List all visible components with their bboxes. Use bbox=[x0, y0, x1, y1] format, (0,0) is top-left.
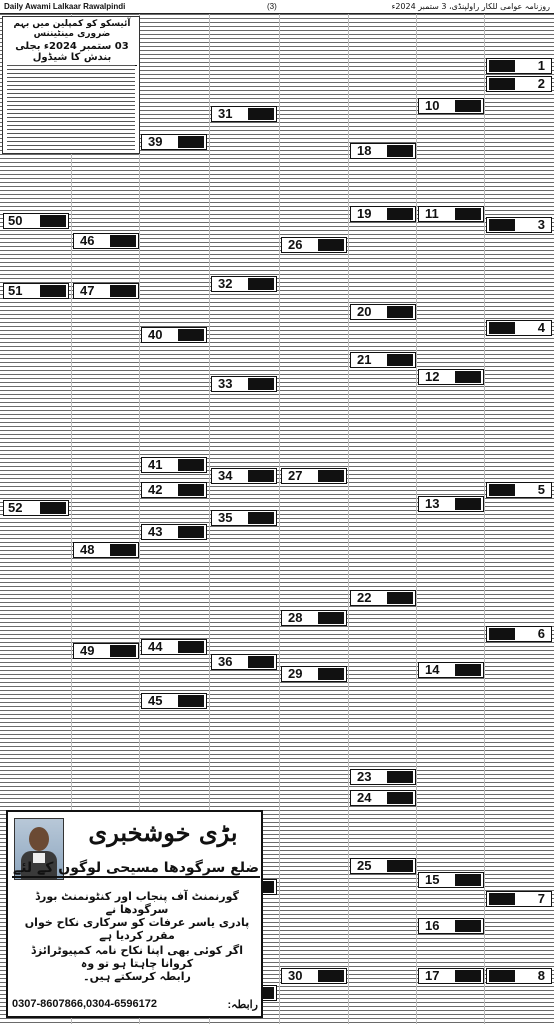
notice-tag-13: 13 bbox=[418, 496, 484, 512]
notice-tag-41: 41 bbox=[141, 457, 207, 473]
notice-tag-47: 47 bbox=[73, 283, 139, 299]
notice-tag-11: 11 bbox=[418, 206, 484, 222]
notice-tag-7: 7 bbox=[486, 891, 552, 907]
notice-tag-1: 1 bbox=[486, 58, 552, 74]
masthead bbox=[0, 0, 554, 14]
power-schedule-box bbox=[2, 16, 140, 154]
notice-tag-49: 49 bbox=[73, 643, 139, 659]
notice-tag-27: 27 bbox=[281, 468, 347, 484]
ad-contact-numbers: 0307-8607866,0304-6596172 bbox=[12, 998, 157, 1010]
ad-line-4: رابطہ کرسکتے ہیں۔ bbox=[83, 970, 191, 983]
ad-contact bbox=[12, 998, 258, 1011]
schedule-body bbox=[7, 65, 135, 151]
good-news-advertisement bbox=[6, 810, 263, 1018]
ad-subhead: ضلع سرگودھا مسیحی لوگوں کے لئے bbox=[12, 860, 260, 876]
notice-tag-8: 8 bbox=[486, 968, 552, 984]
notice-tag-19: 19 bbox=[350, 206, 416, 222]
notice-tag-29: 29 bbox=[281, 666, 347, 682]
notice-tag-24: 24 bbox=[350, 790, 416, 806]
notice-tag-21: 21 bbox=[350, 352, 416, 368]
notice-tag-17: 17 bbox=[418, 968, 484, 984]
notice-tag-44: 44 bbox=[141, 639, 207, 655]
notice-tag-43: 43 bbox=[141, 524, 207, 540]
notice-tag-40: 40 bbox=[141, 327, 207, 343]
notice-tag-16: 16 bbox=[418, 918, 484, 934]
column-5 bbox=[280, 14, 349, 1024]
schedule-title-line1: آئیسکو کو کمپلین میں بہم ضروری مینٹیننس bbox=[13, 19, 131, 39]
ad-headline: بڑی خوشخبری bbox=[88, 818, 238, 847]
notice-tag-25: 25 bbox=[350, 858, 416, 874]
notice-tag-52: 52 bbox=[3, 500, 69, 516]
notice-tag-10: 10 bbox=[418, 98, 484, 114]
notice-tag-12: 12 bbox=[418, 369, 484, 385]
notice-tag-39: 39 bbox=[141, 134, 207, 150]
paper-name: Daily Awami Lalkaar Rawalpindi bbox=[4, 2, 126, 11]
notice-tag-3: 3 bbox=[486, 217, 552, 233]
notice-tag-35: 35 bbox=[211, 510, 277, 526]
notice-tag-48: 48 bbox=[73, 542, 139, 558]
notice-tag-34: 34 bbox=[211, 468, 277, 484]
notice-tag-6: 6 bbox=[486, 626, 552, 642]
notice-tag-4: 4 bbox=[486, 320, 552, 336]
notice-tag-18: 18 bbox=[350, 143, 416, 159]
notice-tag-15: 15 bbox=[418, 872, 484, 888]
notice-tag-14: 14 bbox=[418, 662, 484, 678]
notice-tag-45: 45 bbox=[141, 693, 207, 709]
schedule-title-line2: 03 ستمبر 2024ء بجلی بندش کا شیڈول bbox=[7, 41, 137, 66]
notice-tag-30: 30 bbox=[281, 968, 347, 984]
notice-tag-2: 2 bbox=[486, 76, 552, 92]
notice-tag-42: 42 bbox=[141, 482, 207, 498]
notice-tag-31: 31 bbox=[211, 106, 277, 122]
ad-line-1: گورنمنٹ آف پنجاب اور کنٹونمنٹ بورڈ سرگودھا نے bbox=[35, 890, 239, 916]
paper-date-urdu: روزنامہ عوامی للکار راولپنڈی، 3 ستمبر 2024ء bbox=[391, 2, 550, 11]
notice-tag-28: 28 bbox=[281, 610, 347, 626]
notice-tag-32: 32 bbox=[211, 276, 277, 292]
notice-tag-50: 50 bbox=[3, 213, 69, 229]
page-number: (3) bbox=[267, 2, 277, 11]
notice-tag-22: 22 bbox=[350, 590, 416, 606]
notice-tag-51: 51 bbox=[3, 283, 69, 299]
notice-tag-26: 26 bbox=[281, 237, 347, 253]
notice-tag-33: 33 bbox=[211, 376, 277, 392]
notice-tag-46: 46 bbox=[73, 233, 139, 249]
notice-tag-23: 23 bbox=[350, 769, 416, 785]
column-8 bbox=[485, 14, 554, 1024]
notice-tag-36: 36 bbox=[211, 654, 277, 670]
ad-line-3: اگر کوئی بھی اپنا نکاح نامہ کمپیوٹرائزڈ کروانا چاہتا ہو تو وہ bbox=[31, 944, 243, 970]
notice-tag-20: 20 bbox=[350, 304, 416, 320]
ad-contact-label: رابطہ: bbox=[227, 999, 258, 1011]
notice-tag-5: 5 bbox=[486, 482, 552, 498]
ad-line-2: پادری یاسر عرفات کو سرکاری نکاح خواں مقرر کردیا ہے bbox=[24, 916, 250, 942]
